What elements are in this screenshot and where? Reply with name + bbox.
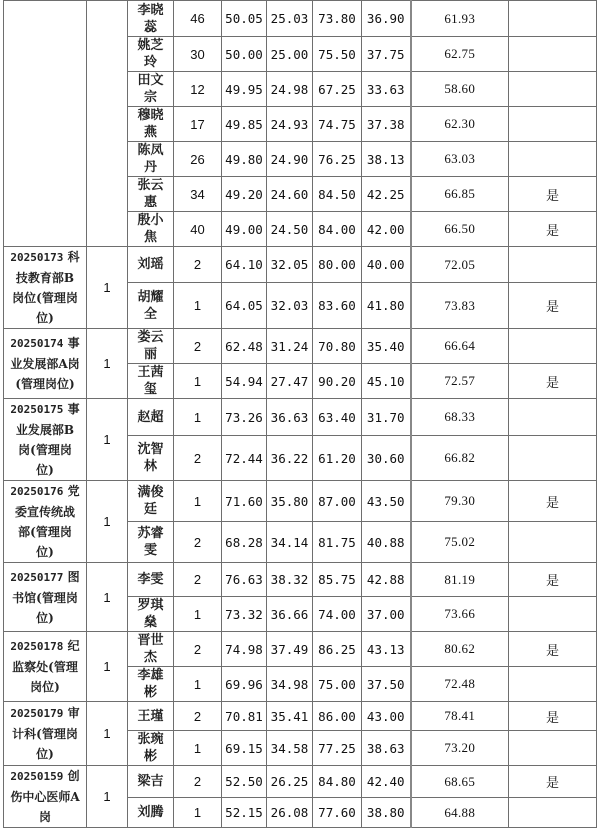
total-score: 73.20 [411,731,509,766]
physical-exam-flag: 是 [509,364,597,399]
post-cell [4,702,87,766]
interview-half-score: 43.50 [362,481,411,522]
physical-exam-flag [509,798,597,828]
written-half-score: 24.93 [267,107,313,142]
physical-exam-flag [509,247,597,283]
interview-score: 74.75 [313,107,362,142]
results-table [3,0,597,828]
post-cell [4,247,87,329]
candidate-name: 陈凤丹 [128,142,174,177]
written-score: 73.26 [222,399,267,436]
written-half-score: 26.08 [267,798,313,828]
total-score: 72.05 [411,247,509,283]
table-row [4,399,597,436]
interview-score: 63.40 [313,399,362,436]
interview-score: 86.00 [313,702,362,731]
interview-half-score: 37.50 [362,667,411,702]
interview-half-score: 45.10 [362,364,411,399]
interview-half-score: 36.90 [362,1,411,37]
interview-score: 77.25 [313,731,362,766]
interview-half-score: 33.63 [362,72,411,107]
interview-score: 87.00 [313,481,362,522]
post-code: 20250176 [10,485,64,498]
total-score: 73.83 [411,283,509,329]
written-score: 50.05 [222,1,267,37]
written-half-score: 32.03 [267,283,313,329]
interview-score: 73.80 [313,1,362,37]
written-rank: 1 [174,481,222,522]
candidate-name: 李晓蕊 [128,1,174,37]
table-row [4,247,597,283]
total-score: 73.66 [411,597,509,632]
written-rank: 26 [174,142,222,177]
interview-half-score: 40.00 [362,247,411,283]
written-score: 74.98 [222,632,267,667]
written-score: 72.44 [222,436,267,481]
written-rank: 46 [174,1,222,37]
written-score: 76.63 [222,563,267,597]
total-score: 63.03 [411,142,509,177]
written-score: 54.94 [222,364,267,399]
table-row [4,563,597,597]
candidate-name: 罗琪燊 [128,597,174,632]
interview-score: 80.00 [313,247,362,283]
total-score: 64.88 [411,798,509,828]
candidate-name: 沈智林 [128,436,174,481]
candidate-name: 张琬彬 [128,731,174,766]
total-score: 80.62 [411,632,509,667]
post-cell [4,632,87,702]
written-rank: 1 [174,399,222,436]
table-row [4,766,597,798]
written-rank: 2 [174,563,222,597]
interview-half-score: 40.88 [362,522,411,563]
interview-score: 70.80 [313,329,362,364]
post-cell [4,766,87,828]
post-code: 20250175 [10,403,64,416]
written-half-score: 31.24 [267,329,313,364]
interview-score: 61.20 [313,436,362,481]
interview-score: 84.50 [313,177,362,212]
written-half-score: 36.66 [267,597,313,632]
physical-exam-flag [509,399,597,436]
written-half-score: 24.98 [267,72,313,107]
written-score: 50.00 [222,37,267,72]
interview-half-score: 42.00 [362,212,411,247]
written-score: 62.48 [222,329,267,364]
total-score: 79.30 [411,481,509,522]
interview-half-score: 38.80 [362,798,411,828]
candidate-name: 晋世杰 [128,632,174,667]
quota-cell: 1 [87,329,128,399]
interview-half-score: 31.70 [362,399,411,436]
written-half-score: 25.00 [267,37,313,72]
physical-exam-flag [509,522,597,563]
written-score: 70.81 [222,702,267,731]
physical-exam-flag: 是 [509,283,597,329]
candidate-name: 穆晓燕 [128,107,174,142]
quota-cell: 1 [87,632,128,702]
written-half-score: 35.41 [267,702,313,731]
written-rank: 2 [174,766,222,798]
written-rank: 1 [174,667,222,702]
table-row [4,481,597,522]
total-score: 72.57 [411,364,509,399]
written-rank: 2 [174,436,222,481]
candidate-name: 刘瑶 [128,247,174,283]
interview-half-score: 35.40 [362,329,411,364]
interview-half-score: 43.13 [362,632,411,667]
candidate-name: 李雯 [128,563,174,597]
physical-exam-flag: 是 [509,563,597,597]
written-rank: 2 [174,247,222,283]
quota-cell: 1 [87,702,128,766]
interview-half-score: 43.00 [362,702,411,731]
written-rank: 34 [174,177,222,212]
table-body [4,1,597,828]
written-half-score: 25.03 [267,1,313,37]
interview-score: 84.00 [313,212,362,247]
interview-half-score: 42.40 [362,766,411,798]
post-cell [4,481,87,563]
written-score: 49.85 [222,107,267,142]
candidate-name: 苏睿雯 [128,522,174,563]
physical-exam-flag [509,436,597,481]
post-name: 图书馆(管理岗位) [12,569,80,625]
quota-cell: 1 [87,563,128,632]
post-code: 20250179 [10,707,64,720]
written-score: 49.00 [222,212,267,247]
total-score: 62.30 [411,107,509,142]
interview-half-score: 41.80 [362,283,411,329]
interview-score: 85.75 [313,563,362,597]
physical-exam-flag [509,107,597,142]
physical-exam-flag [509,1,597,37]
written-rank: 2 [174,522,222,563]
interview-half-score: 38.13 [362,142,411,177]
interview-score: 75.50 [313,37,362,72]
written-score: 73.32 [222,597,267,632]
total-score: 75.02 [411,522,509,563]
post-code: 20250159 [10,770,64,783]
written-half-score: 38.32 [267,563,313,597]
written-score: 71.60 [222,481,267,522]
table-row [4,1,597,37]
physical-exam-flag [509,329,597,364]
physical-exam-flag: 是 [509,481,597,522]
candidate-name: 刘腾 [128,798,174,828]
candidate-name: 满俊廷 [128,481,174,522]
total-score: 61.93 [411,1,509,37]
total-score: 66.50 [411,212,509,247]
quota-cell: 1 [87,481,128,563]
written-rank: 40 [174,212,222,247]
total-score: 66.64 [411,329,509,364]
candidate-name: 王茜玺 [128,364,174,399]
candidate-name: 王瑾 [128,702,174,731]
written-rank: 17 [174,107,222,142]
written-score: 52.15 [222,798,267,828]
written-half-score: 34.98 [267,667,313,702]
post-cell [4,1,87,247]
quota-cell: 1 [87,399,128,481]
written-rank: 12 [174,72,222,107]
written-score: 64.05 [222,283,267,329]
written-rank: 2 [174,329,222,364]
candidate-name: 殷小焦 [128,212,174,247]
post-name: 科技教育部B岗位(管理岗位) [12,250,80,325]
written-half-score: 34.58 [267,731,313,766]
physical-exam-flag: 是 [509,177,597,212]
candidate-name: 娄云丽 [128,329,174,364]
written-half-score: 24.50 [267,212,313,247]
physical-exam-flag [509,72,597,107]
written-score: 69.96 [222,667,267,702]
written-rank: 1 [174,731,222,766]
written-score: 49.95 [222,72,267,107]
candidate-name: 姚芝玲 [128,37,174,72]
written-half-score: 37.49 [267,632,313,667]
written-score: 49.80 [222,142,267,177]
interview-score: 76.25 [313,142,362,177]
interview-score: 75.00 [313,667,362,702]
candidate-name: 梁吉 [128,766,174,798]
candidate-name: 胡耀全 [128,283,174,329]
interview-score: 83.60 [313,283,362,329]
candidate-name: 李雄彬 [128,667,174,702]
post-name: 党委宣传统战部(管理岗位) [14,484,80,559]
post-name: 事业发展部A岗(管理岗位) [10,336,80,391]
post-name: 审计科(管理岗位) [12,706,80,761]
written-rank: 1 [174,798,222,828]
interview-half-score: 42.88 [362,563,411,597]
quota-cell: 1 [87,766,128,828]
written-score: 64.10 [222,247,267,283]
total-score: 81.19 [411,563,509,597]
physical-exam-flag [509,597,597,632]
physical-exam-flag: 是 [509,702,597,731]
physical-exam-flag [509,142,597,177]
total-score: 66.85 [411,177,509,212]
written-half-score: 32.05 [267,247,313,283]
post-code: 20250174 [10,337,64,350]
physical-exam-flag: 是 [509,766,597,798]
interview-score: 81.75 [313,522,362,563]
interview-half-score: 38.63 [362,731,411,766]
written-half-score: 27.47 [267,364,313,399]
post-cell [4,399,87,481]
interview-half-score: 37.75 [362,37,411,72]
written-score: 69.15 [222,731,267,766]
written-rank: 1 [174,597,222,632]
interview-score: 77.60 [313,798,362,828]
physical-exam-flag: 是 [509,632,597,667]
total-score: 68.33 [411,399,509,436]
written-half-score: 26.25 [267,766,313,798]
interview-half-score: 37.00 [362,597,411,632]
physical-exam-flag [509,37,597,72]
interview-half-score: 42.25 [362,177,411,212]
candidate-name: 张云惠 [128,177,174,212]
total-score: 66.82 [411,436,509,481]
written-rank: 30 [174,37,222,72]
written-rank: 1 [174,283,222,329]
quota-cell [87,1,128,247]
post-code: 20250173 [10,251,64,264]
quota-cell: 1 [87,247,128,329]
physical-exam-flag: 是 [509,212,597,247]
interview-score: 90.20 [313,364,362,399]
interview-half-score: 30.60 [362,436,411,481]
physical-exam-flag [509,731,597,766]
written-half-score: 35.80 [267,481,313,522]
table-row [4,632,597,667]
physical-exam-flag [509,667,597,702]
total-score: 62.75 [411,37,509,72]
written-score: 52.50 [222,766,267,798]
post-code: 20250178 [10,640,64,653]
candidate-name: 田文宗 [128,72,174,107]
written-rank: 2 [174,702,222,731]
candidate-name: 赵超 [128,399,174,436]
interview-score: 67.25 [313,72,362,107]
total-score: 68.65 [411,766,509,798]
written-score: 49.20 [222,177,267,212]
written-rank: 2 [174,632,222,667]
interview-score: 86.25 [313,632,362,667]
table-row [4,329,597,364]
post-name: 纪监察处(管理岗位) [12,639,80,694]
post-name: 事业发展部B岗(管理岗位) [15,402,80,477]
written-half-score: 34.14 [267,522,313,563]
post-cell [4,563,87,632]
written-half-score: 24.60 [267,177,313,212]
interview-half-score: 37.38 [362,107,411,142]
total-score: 72.48 [411,667,509,702]
written-half-score: 24.90 [267,142,313,177]
table-row [4,702,597,731]
written-half-score: 36.63 [267,399,313,436]
written-score: 68.28 [222,522,267,563]
post-code: 20250177 [10,570,64,584]
interview-score: 84.80 [313,766,362,798]
total-score: 78.41 [411,702,509,731]
post-name: 创伤中心医师A岗 [10,769,80,824]
written-rank: 1 [174,364,222,399]
interview-score: 74.00 [313,597,362,632]
written-half-score: 36.22 [267,436,313,481]
post-cell [4,329,87,399]
total-score: 58.60 [411,72,509,107]
